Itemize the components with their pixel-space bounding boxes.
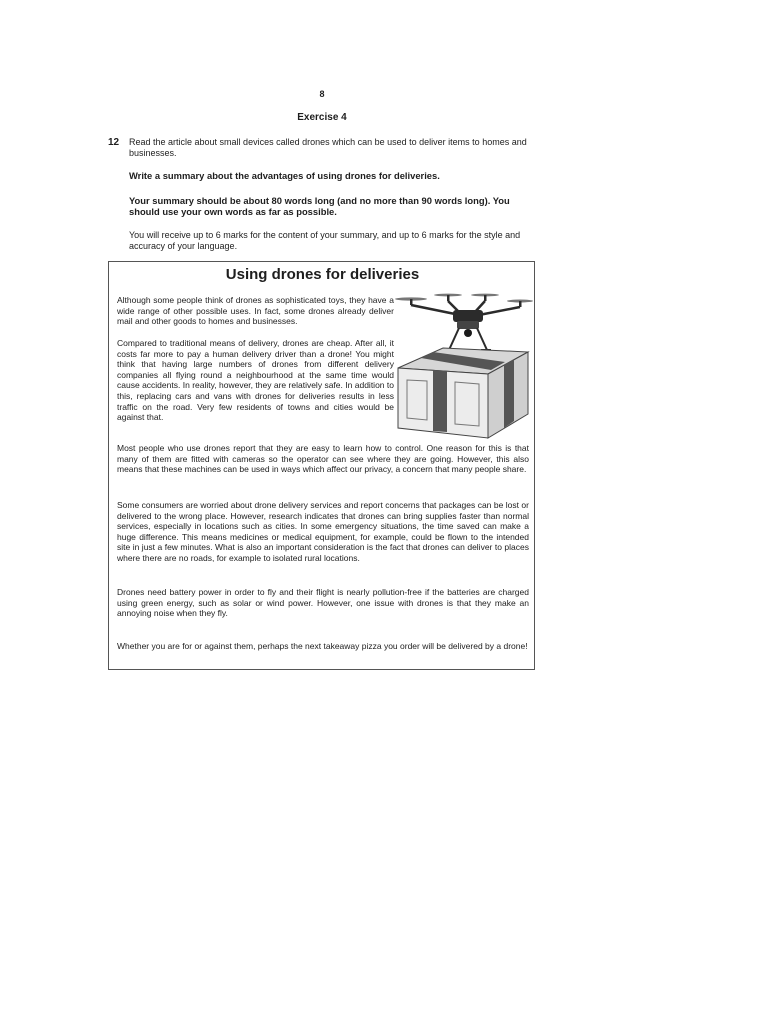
article-paragraph-2: Compared to traditional means of delivery, drones are cheap. After all, it costs far more to pay a human delivery driver than a drone! You might think that having large numbers of drones from different delivery companies all flying round a neighbourhood at the same time would cause accidents. In reality, however, they are relatively safe. In addition to this, replacing cars and vans with drones for deliveries results in less traffic on the road. Very few residents of towns and cities would be against that.	[117, 338, 394, 423]
page-number: 8	[319, 89, 325, 99]
article-paragraph-1: Although some people think of drones as sophisticated toys, they have a wide range of other possible uses. In fact, some drones already deliver mail and other goods to homes and businesses.	[117, 295, 394, 327]
drone-delivery-illustration	[393, 290, 533, 440]
length-instruction: Your summary should be about 80 words long (and no more than 90 words long). You should use your own words as far as possible.	[129, 195, 510, 217]
exercise-title: Exercise 4	[297, 112, 347, 123]
article-paragraph-6: Whether you are for or against them, perhaps the next takeaway pizza you order will be delivered by a drone!	[117, 641, 528, 651]
article-title: Using drones for deliveries	[225, 266, 420, 283]
article-paragraph-5: Drones need battery power in order to fly and their flight is nearly pollution-free if the batteries are charged using green energy, such as solar or wind power. However, one issue with drones is that they make an annoying noise when they fly.	[117, 587, 529, 619]
marks-note: You will receive up to 6 marks for the content of your summary, and up to 6 marks for the style and accuracy of your language.	[129, 230, 521, 251]
question-intro: Read the article about small devices called drones which can be used to deliver items to homes and businesses.	[129, 137, 527, 158]
article-box	[108, 261, 535, 670]
article-paragraph-4: Some consumers are worried about drone delivery services and report concerns that packages can be lost or delivered to the wrong place. However, research indicates that drones can bring supplies faster than normal services, especially in locations such as cities. In some emergency situations, the time saved can make a huge difference. This means medicines or medical equipment, for example, could be flown to the intended site in just a few minutes. What is also an important consideration is the fact that drones can deliver to places where there are no roads, for example to isolated rural locations.	[117, 500, 529, 563]
article-paragraph-3: Most people who use drones report that they are easy to learn how to control. One reason for this is that many of them are fitted with cameras so the operator can see where they are going. However, this also means that these machines can be used in ways which affect our privacy, a concern that many people share.	[117, 443, 529, 475]
question-number: 12	[108, 137, 120, 148]
package-box-icon	[398, 348, 528, 438]
question-task: Write a summary about the advantages of using drones for deliveries.	[129, 170, 440, 181]
drone-icon	[395, 294, 533, 350]
